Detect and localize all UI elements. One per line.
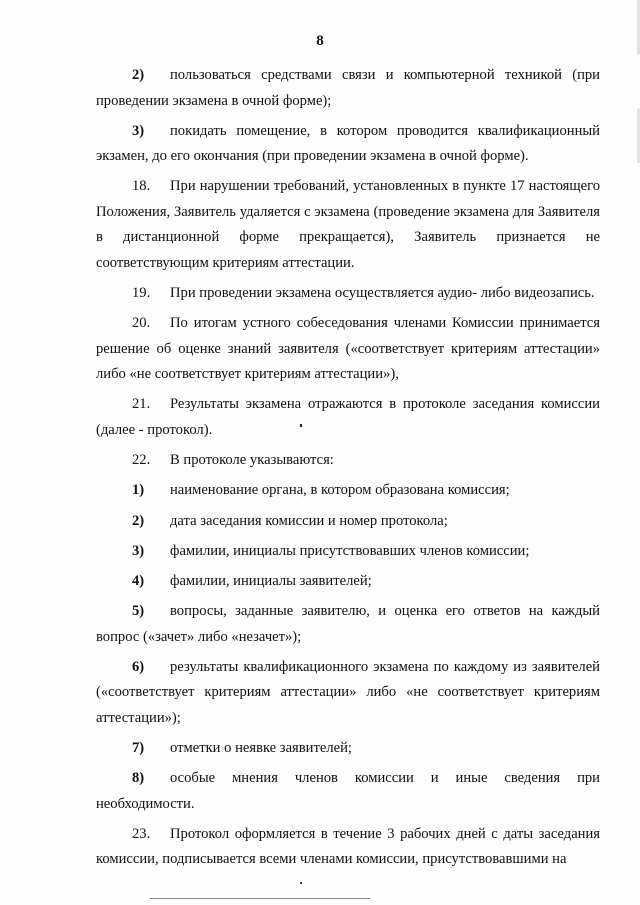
paragraph	[96, 478, 600, 504]
item-number: 7)	[132, 739, 145, 756]
paragraph	[96, 599, 600, 650]
scan-speck	[300, 882, 302, 884]
item-number: 3)	[132, 122, 145, 139]
paragraph-text: дата заседания комиссии и номер протокола;	[170, 512, 448, 529]
paragraph	[96, 311, 600, 388]
paragraph-text: результаты квалификационного экзамена по каждому из заявителей («соответствует критериям аттестации» либо «не соответствует критериям аттестации»);	[96, 658, 600, 726]
paragraph-text: вопросы, заданные заявителю, и оценка его ответов на каждый вопрос («зачет» либо «незачет»);	[96, 603, 600, 645]
item-number: 2)	[132, 67, 145, 83]
paragraph-text: При нарушении требований, установленных в пункте 17 настоящего Положения, Заявитель удаляется с экзамена (проведение экзамена для Заявителя в дистанционной форме прекращается), Заявитель признается не соответствующим критериям аттестации.	[96, 178, 600, 271]
item-number: 18.	[132, 178, 151, 195]
item-number: 20.	[132, 315, 151, 332]
item-number: 3)	[132, 542, 145, 559]
item-number: 6)	[132, 658, 145, 675]
paragraph-text: пользоваться средствами связи и компьютерной техникой (при проведении экзамена в очной форме);	[96, 67, 600, 109]
item-number: 1)	[132, 482, 145, 499]
paragraph	[96, 63, 600, 114]
paragraph-text: отметки о неявке заявителей;	[170, 739, 352, 756]
footer-rule	[150, 898, 370, 899]
paragraph	[96, 822, 600, 873]
item-number: 5)	[132, 603, 145, 620]
item-number: 21.	[132, 396, 151, 413]
paragraph	[96, 509, 600, 535]
item-number: 22.	[132, 452, 151, 469]
paragraph-text: Протокол оформляется в течение 3 рабочих дней с даты заседания комиссии, подписывается всеми членами комиссии, присутствовавшими на	[96, 825, 600, 868]
paragraph-text: В протоколе указываются:	[170, 452, 334, 469]
item-number: 23.	[132, 825, 151, 842]
paragraph	[96, 448, 600, 474]
paragraph	[96, 392, 600, 443]
paragraph-text: фамилии, инициалы присутствовавших членов комиссии;	[170, 542, 530, 559]
paragraph	[96, 736, 600, 762]
paragraph	[96, 569, 600, 595]
page-number: 8	[316, 33, 324, 49]
paragraph-text: особые мнения членов комиссии и иные сведения при необходимости.	[96, 770, 600, 812]
paragraph	[96, 119, 600, 170]
paragraph-text: Результаты экзамена отражаются в протоколе заседания комиссии (далее - протокол).	[96, 396, 600, 438]
paragraph-text: фамилии, инициалы заявителей;	[170, 572, 372, 589]
document-body	[96, 63, 600, 878]
paragraph	[96, 655, 600, 732]
paragraph-text: наименование органа, в котором образована комиссия;	[170, 482, 510, 499]
scan-speck	[300, 424, 302, 427]
paragraph	[96, 174, 600, 276]
paragraph-text: По итогам устного собеседования членами Комиссии принимается решение об оценке знаний заявителя («соответствует критериям аттестации» либо «не соответствует критериям аттестации»),	[96, 315, 600, 383]
paragraph	[96, 539, 600, 565]
item-number: 19.	[132, 285, 151, 302]
paragraph	[96, 281, 600, 307]
item-number: 4)	[132, 572, 145, 589]
item-number: 2)	[132, 512, 145, 529]
paragraph-text: При проведении экзамена осуществляется аудио- либо видеозапись.	[170, 285, 595, 302]
item-number: 8)	[132, 770, 145, 787]
paragraph-text: покидать помещение, в котором проводится квалификационный экзамен, до его окончания (при проведении экзамена в очной форме).	[96, 122, 600, 165]
paragraph	[96, 766, 600, 817]
